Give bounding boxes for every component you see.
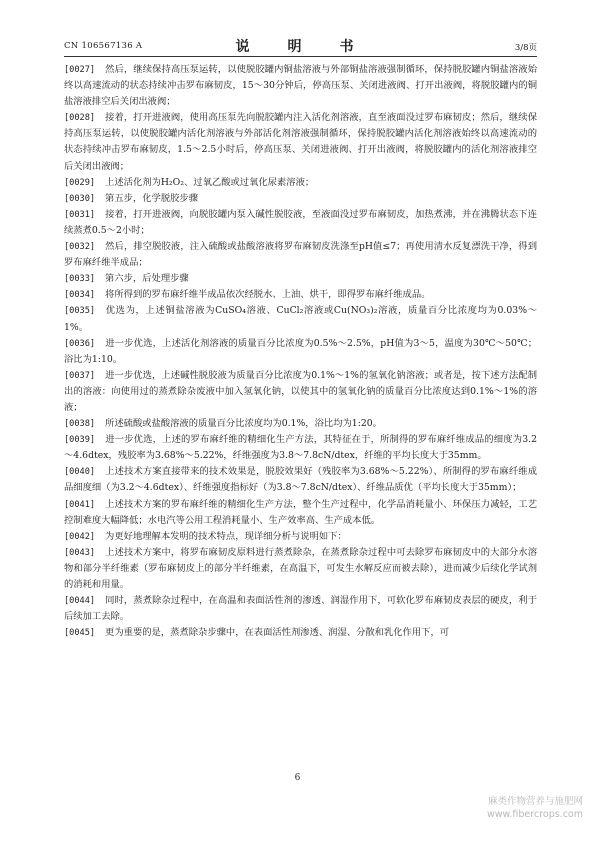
paragraph-text: 上述活化剂为H₂O₂、过氧乙酸或过氧化尿素溶液；	[105, 176, 315, 188]
paragraph-number: [0034]	[64, 290, 96, 301]
paragraph	[64, 529, 537, 545]
paragraph-text: 所述硫酸或盐酸溶液的质量百分比浓度均为0.1%，浴比均为1:20。	[105, 418, 382, 430]
paragraph-text: 更为重要的是，蒸煮除杂步骤中，在表面活性剂渗透、润湿、分散和乳化作用下，可	[105, 627, 450, 639]
paragraph-text: 接着，打开进液阀，使用高压泵先向脱胶罐内注入活化剂溶液，直至液面没过罗布麻韧皮；然后，继续保持高压泵运转，以使脱胶罐内活化剂溶液与外部活化剂溶液强制循环，保持脱胶罐内活化剂溶液始终以高速流动的状态持续冲击罗布麻韧皮，1.5～2.5小时后，停高压泵、关闭进液阀、打开出液阀，将脱胶罐内的活化剂溶液排空后关闭出液阀；	[64, 112, 537, 172]
paragraph-number: [0036]	[64, 338, 96, 349]
paragraph	[64, 464, 537, 496]
paragraph	[64, 303, 537, 335]
paragraph-number: [0042]	[64, 531, 96, 542]
paragraph-number: [0035]	[64, 306, 96, 317]
paragraph-text: 进一步优选，上述的罗布麻纤维的精细化生产方法，其特征在于，所制得的罗布麻纤维成品的细度为3.2～4.6dtex，残胶率为3.68%～5.22%，纤维强度为3.8～7.8cN/dtex，纤维的平均长度大于35mm。	[64, 434, 537, 462]
paragraph-text: 然后，排空脱胶液，注入硫酸或盐酸溶液将罗布麻韧皮洗涤至pH值≤7；再使用清水反复漂洗干净，得到罗布麻纤维半成品；	[64, 241, 537, 269]
paragraph	[64, 271, 537, 287]
paragraph-text: 第六步，后处理步骤	[105, 273, 189, 285]
document-title: 说 明 书	[235, 39, 366, 55]
paragraph-text: 上述技术方案中，将罗布麻韧皮原料进行蒸煮除杂，在蒸煮除杂过程中可去除罗布麻韧皮中的大部分水溶物和部分半纤维素（罗布麻韧皮上的部分半纤维素，在高温下，可发生水解反应而被去除），进而减少后续化学试剂的消耗和用量。	[64, 546, 537, 590]
paragraph-number: [0037]	[64, 370, 96, 381]
paragraph-number: [0041]	[64, 499, 96, 510]
paragraph	[64, 416, 537, 432]
paragraph-number: [0038]	[64, 419, 96, 430]
paragraph-text: 同时，蒸煮除杂过程中，在高温和表面活性剂的渗透、润湿作用下，可软化罗布麻韧皮表层的硬皮，利于后续加工去除。	[64, 595, 537, 623]
document-body	[64, 62, 537, 641]
watermark-url: www.fibercrops.com	[486, 809, 583, 820]
paragraph-number: [0044]	[64, 596, 96, 607]
watermark-title: 麻类作物营养与施肥网	[487, 796, 583, 807]
paragraph-number: [0045]	[64, 628, 96, 639]
paragraph	[64, 62, 537, 110]
paragraph-text: 为更好地理解本发明的技术特点，现详细分析与说明如下：	[105, 530, 347, 542]
paragraph-number: [0028]	[64, 113, 96, 124]
paragraph-number: [0031]	[64, 209, 96, 220]
paragraph-number: [0040]	[64, 467, 96, 478]
paragraph-text: 接着，打开进液阀，向脱胶罐内泵入碱性脱胶液，至液面没过罗布麻韧皮，加热煮沸，并在沸腾状态下连续蒸煮0.5～2小时；	[64, 208, 537, 236]
page-indicator: 3/8页	[514, 43, 537, 53]
page-number: 6	[294, 773, 301, 783]
paragraph-number: [0039]	[64, 435, 96, 446]
paragraph	[64, 239, 537, 271]
paragraph-number: [0032]	[64, 242, 96, 253]
paragraph	[64, 207, 537, 239]
paragraph-text: 将所得到的罗布麻纤维半成品依次经脱水、上油、烘干，即得罗布麻纤维成品。	[105, 289, 431, 301]
paragraph	[64, 287, 537, 303]
paragraph	[64, 545, 537, 593]
page-header	[64, 36, 537, 57]
patent-number: CN 106567136 A	[64, 41, 143, 51]
paragraph-number: [0029]	[64, 177, 96, 188]
paragraph-number: [0043]	[64, 547, 96, 558]
paragraph	[64, 336, 537, 368]
paragraph-text: 进一步优选，上述碱性脱胶液为质量百分比浓度为0.1%～1%的氢氧化钠溶液；或者是，按下述方法配制出的溶液：向使用过的蒸煮除杂废液中加入氢氧化钠，以使其中的氢氧化钠的质量百分比浓度达到0.1%～1%的溶液；	[64, 369, 537, 413]
paragraph	[64, 432, 537, 464]
paragraph-text: 然后，继续保持高压泵运转，以使脱胶罐内铜盐溶液与外部铜盐溶液强制循环，保持脱胶罐内铜盐溶液始终以高速流动的状态持续冲击罗布麻韧皮，15～30分钟后，停高压泵、关闭进液阀、打开出液阀，将脱胶罐内的铜盐溶液排空后关闭出液阀；	[64, 64, 537, 108]
paragraph	[64, 175, 537, 191]
paragraph-text: 第五步，化学脱胶步骤	[105, 192, 199, 204]
paragraph-number: [0027]	[64, 65, 96, 75]
paragraph-text: 上述技术方案的罗布麻纤维的精细化生产方法，整个生产过程中，化学品消耗量小、环保压力减轻，工艺控制难度大幅降低；水电汽等公用工程消耗量小、生产效率高、生产成本低。	[64, 498, 537, 526]
paragraph	[64, 497, 537, 529]
paragraph-number: [0033]	[64, 274, 96, 285]
paragraph-number: [0030]	[64, 193, 96, 204]
paragraph-text: 优选为，上述铜盐溶液为CuSO₄溶液、CuCl₂溶液或Cu(NO₃)₂溶液，质量百分比浓度均为0.03%～1%。	[64, 305, 537, 333]
site-watermark	[443, 795, 583, 821]
paragraph	[64, 368, 537, 416]
paragraph	[64, 625, 537, 641]
paragraph	[64, 593, 537, 625]
paragraph	[64, 110, 537, 174]
paragraph-text: 进一步优选，上述活化剂溶液的质量百分比浓度为0.5%～2.5%，pH值为3～5，温度为30℃～50℃；浴比为1:10。	[64, 337, 537, 365]
paragraph	[64, 191, 537, 207]
paragraph-text: 上述技术方案直接带来的技术效果是，脱胶效果好（残胶率为3.68%～5.22%）、所制得的罗布麻纤维成品细度细（为3.2～4.6dtex）、纤维强度指标好（为3.8～7.8cN/dtex）、纤维品质优（平均长度大于35mm）；	[64, 466, 537, 494]
